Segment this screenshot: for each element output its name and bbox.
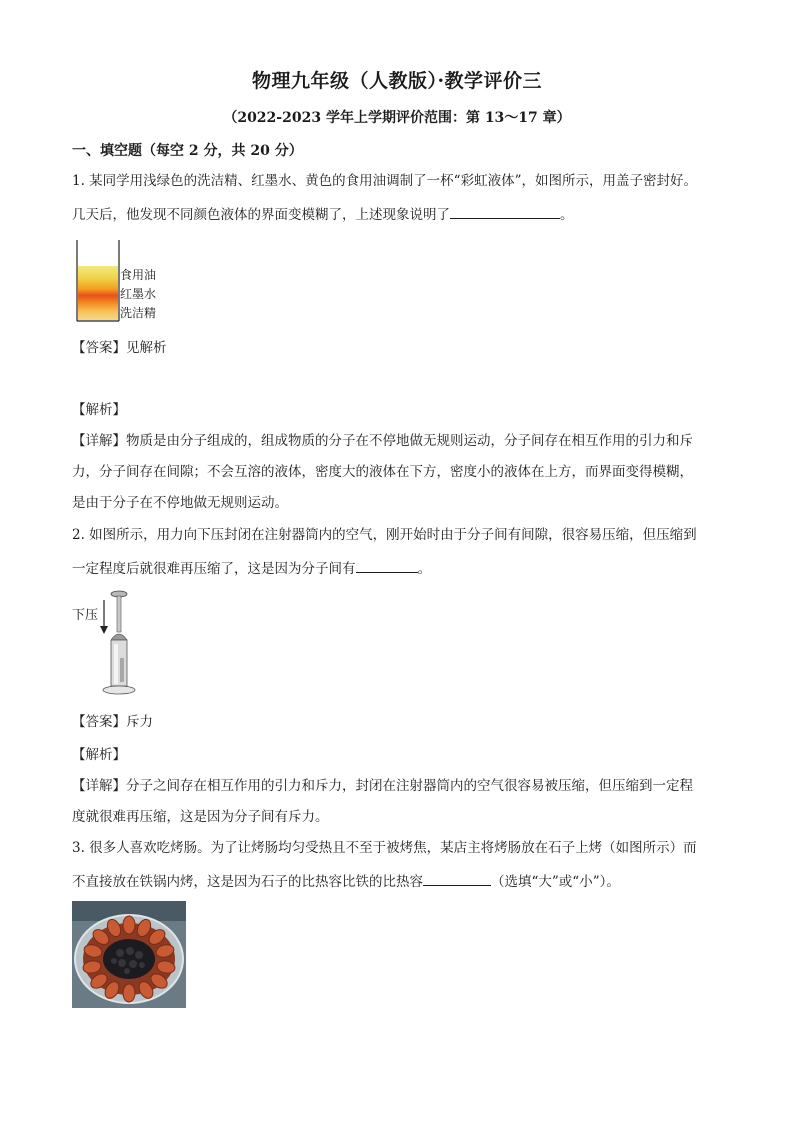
q1-answer [72,339,167,357]
page-subtitle: （2022-2023 学年上学期评价范围：第 13～17 章） [223,110,571,126]
q1-line2-end: 。 [560,207,574,223]
q2-line2 [72,558,431,578]
q1-analysis-tag: 【解析】 [72,402,126,418]
q1-line2-text: 几天后，他发现不同颜色液体的界面变模糊了，上述现象说明了 [72,207,450,223]
q2-analysis-tag: 【解析】 [72,747,126,763]
label-cooking-oil: 食用油 [120,268,157,282]
q2-answer-text: 斥力 [126,714,153,730]
label-press-down: 下压 [72,608,99,623]
label-detergent: 洗洁精 [120,306,157,320]
answer-tag: 【答案】 [72,714,126,730]
q2-line1: 2. 如图所示，用力向下压封闭在注射器筒内的空气，刚开始时由于分子间有间隙，很容易压缩，但压缩到 [72,527,697,543]
q1-line1: 1. 某同学用浅绿色的洗洁精、红墨水、黄色的食用油调制了一杯“彩虹液体”，如图所示，用盖子密封好。 [72,173,697,189]
q1-detail-line3: 是由于分子在不停地做无规则运动。 [72,495,288,511]
page-title: 物理九年级（人教版）·教学评价三 [251,70,543,92]
q3-line2-text: 不直接放在铁锅内烤，这是因为石子的比热容比铁的比热容 [72,874,423,890]
q1-answer-text: 见解析 [126,340,167,356]
answer-tag: 【答案】 [72,340,126,356]
liquid-cup-figure [72,238,120,324]
q1-line2 [72,204,574,224]
section-heading: 一、填空题（每空 2 分，共 20 分） [72,143,303,159]
label-red-ink: 红墨水 [120,287,157,301]
q2-line2-end: 。 [417,561,431,577]
q3-answer-blank [423,871,491,886]
q1-answer-blank [450,204,560,219]
sausage-grill-photo [72,901,186,1008]
q2-answer-blank [356,558,418,573]
q3-line2-end: （选填“大”或“小”）。 [491,874,620,890]
q2-detail-line1: 【详解】分子之间存在相互作用的引力和斥力，封闭在注射器筒内的空气很容易被压缩，但压缩到一定程 [72,778,693,794]
q3-line1: 3. 很多人喜欢吃烤肠。为了让烤肠均匀受热且不至于被烤焦，某店主将烤肠放在石子上烤（如图所示）而 [72,840,697,856]
q1-detail-line1: 【详解】物质是由分子组成的，组成物质的分子在不停地做无规则运动，分子间存在相互作用的引力和斥 [72,433,693,449]
q2-detail-line2: 度就很难再压缩，这是因为分子间有斥力。 [72,809,329,825]
q1-detail-line2: 力，分子间存在间隙；不会互溶的液体，密度大的液体在下方，密度小的液体在上方，而界面变得模糊， [72,464,693,480]
q3-line2 [72,871,620,891]
syringe-figure [98,588,138,698]
q2-answer [72,713,153,731]
q2-line2-text: 一定程度后就很难再压缩了，这是因为分子间有 [72,561,356,577]
liquid-layers [78,266,118,320]
